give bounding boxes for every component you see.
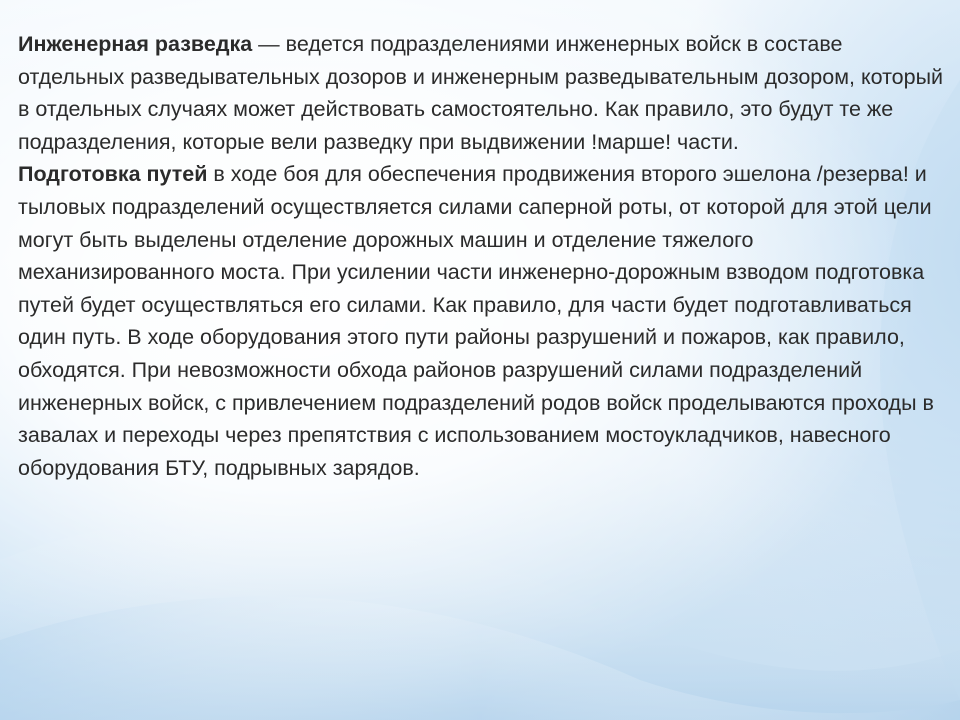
- paragraph-2-body: в ходе боя для обеспечения продвижения второго эшелона /резерва! и тыловых подразделений осуществляется силами саперной роты, от которой для этой цели могут быть выделены отделение дорожных машин и отделение тяжелого механизированного моста. При усилении части инженерно-дорожным взводом подготовка путей будет осуществляться его силами. Как правило, для части будет подготавливаться один путь. В ходе оборудования этого пути районы разрушений и пожаров, как правило, обходятся. При невозможности обхода районов разрушений силами подразделений инженерных войск, с привлечением подразделений родов войск проделываются проходы в завалах и переходы через препятствия с использованием мостоукладчиков, навесного оборудования БТУ, подрывных зарядов.: [18, 162, 934, 480]
- term-engineering-reconnaissance: Инженерная разведка: [18, 32, 253, 56]
- paragraph-route-preparation: [18, 158, 954, 484]
- paragraph-engineering-reconnaissance: [18, 28, 954, 158]
- slide-text: [18, 28, 954, 484]
- term-route-preparation: Подготовка путей: [18, 162, 208, 187]
- paragraph-1-body: — ведется подразделениями инженерных войск в составе отдельных разведывательных дозоров и инженерным разведывательным дозором, который в отдельных случаях может действовать самостоятельно. Как правило, это будут те же подразделения, которые вели разведку при выдвижении !марше! части.: [18, 32, 944, 154]
